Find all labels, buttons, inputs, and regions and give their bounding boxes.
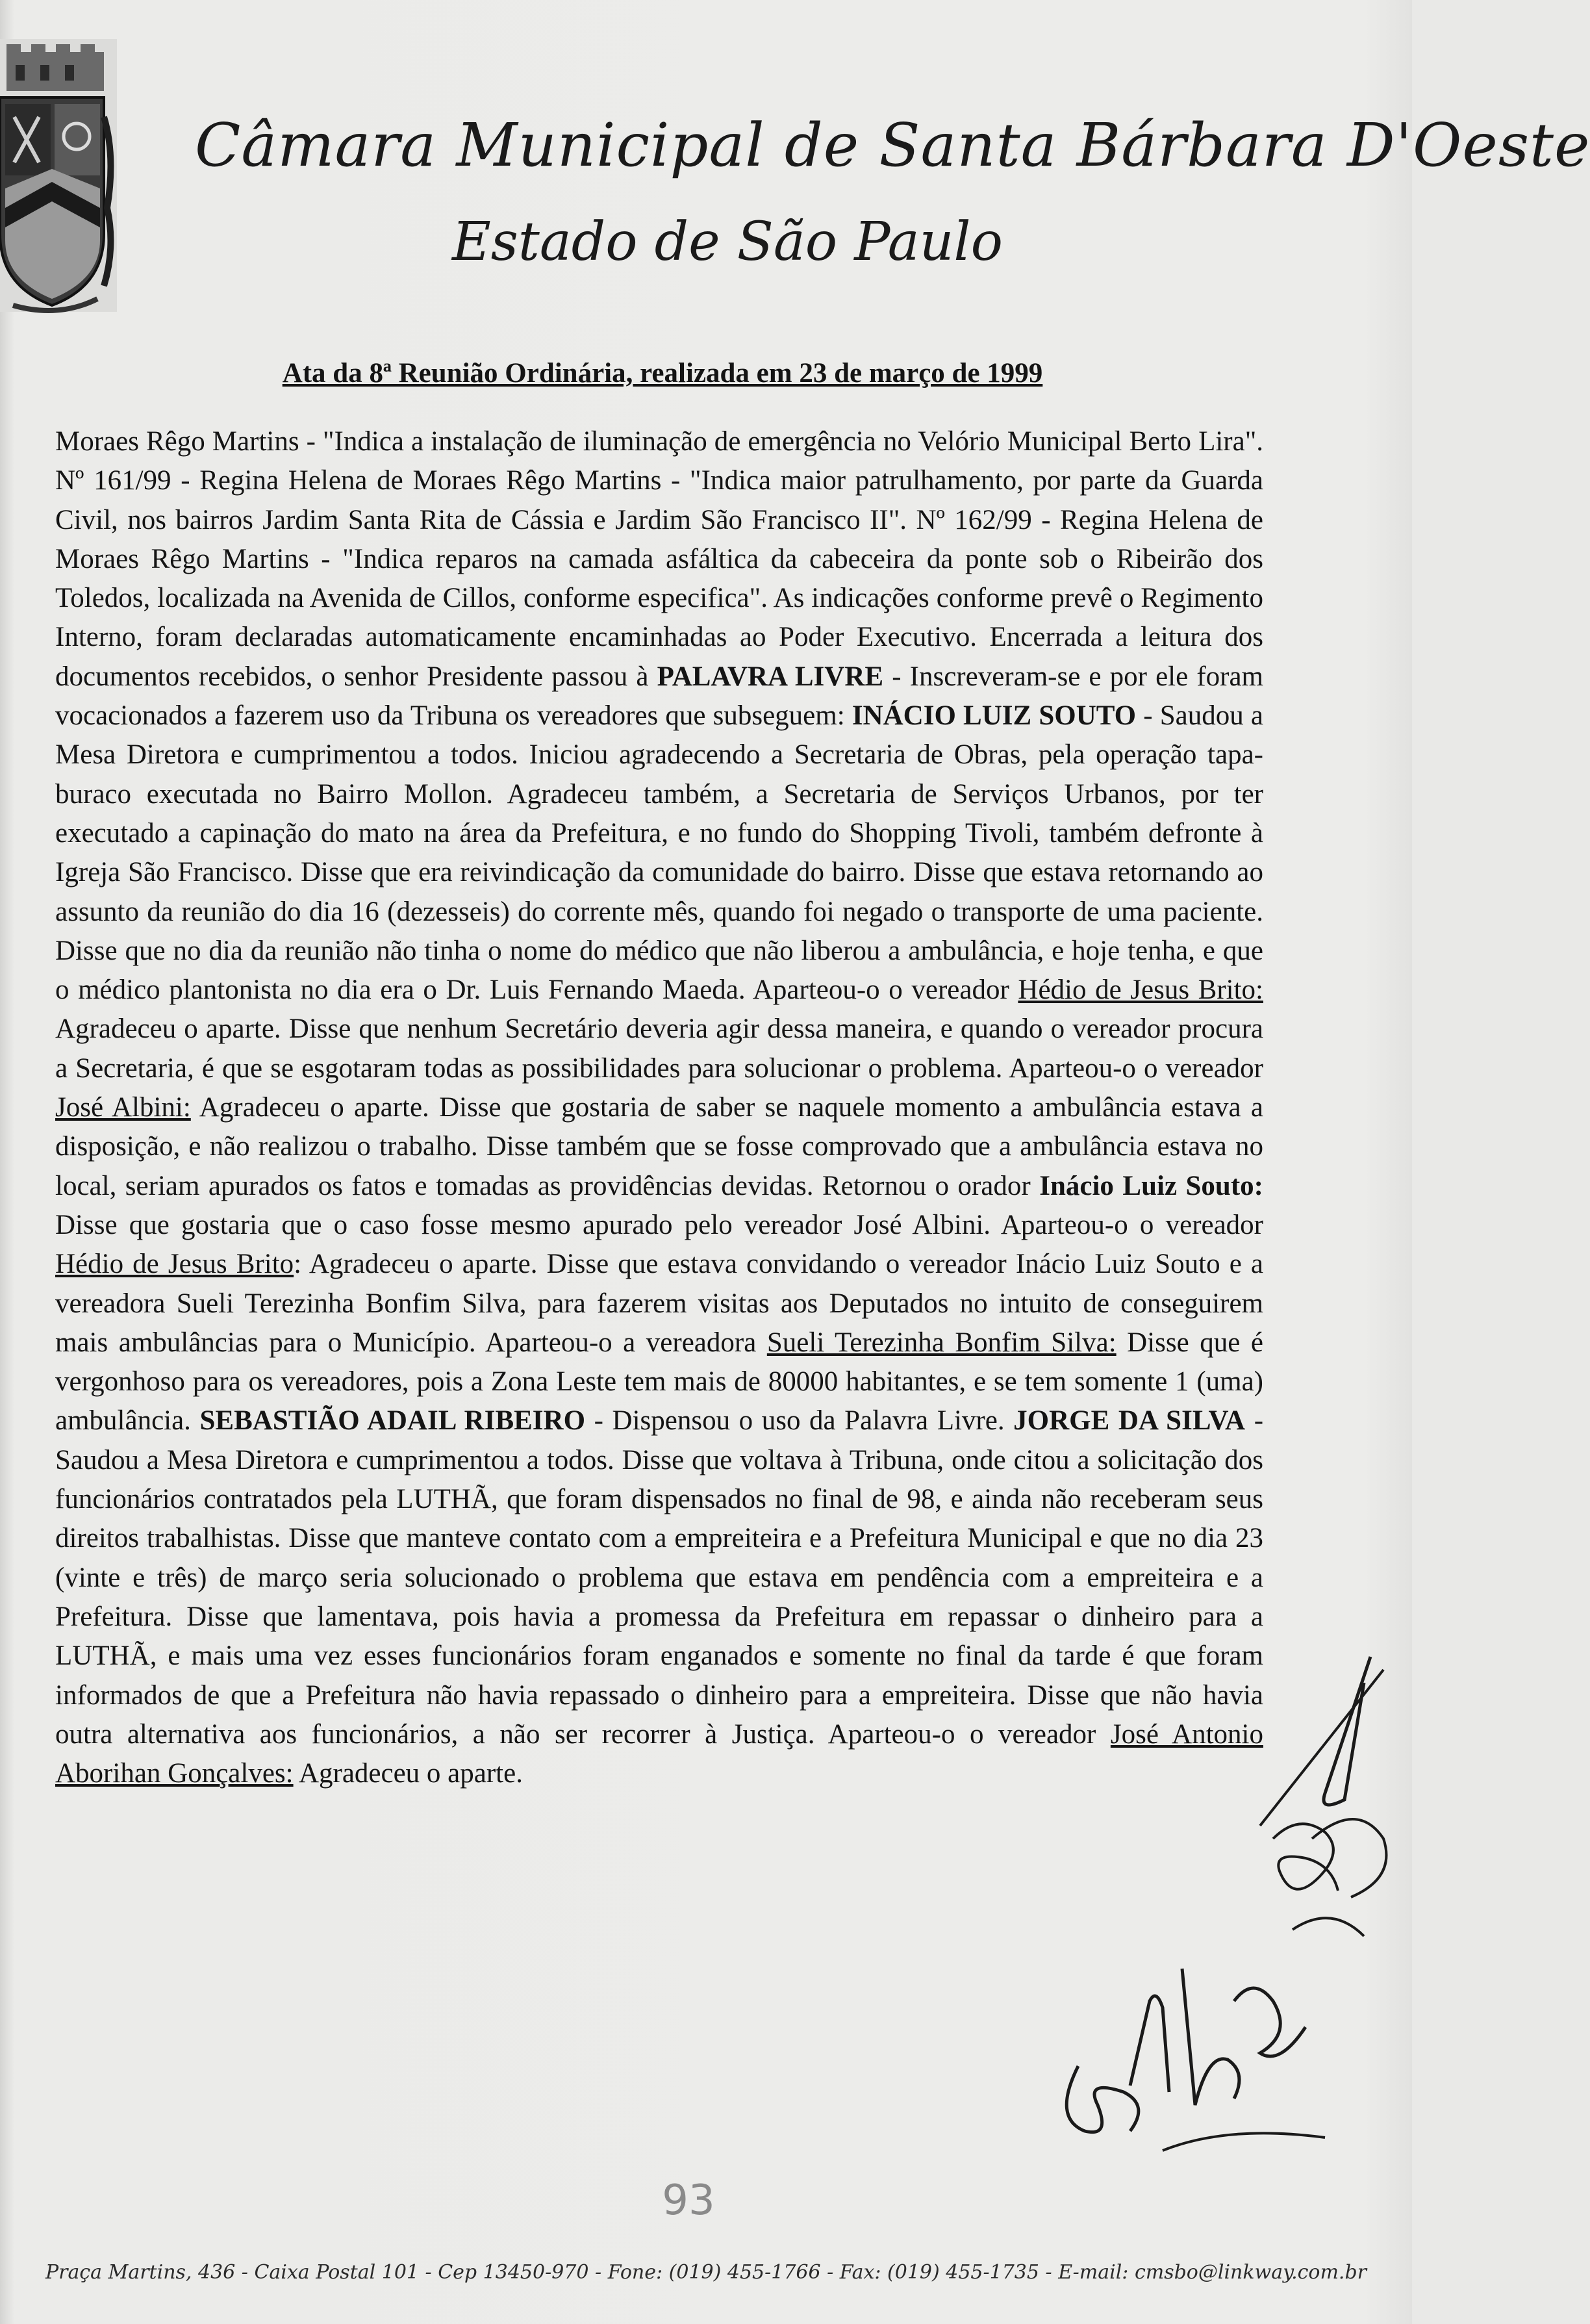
body-segment-bold: SEBASTIÃO ADAIL RIBEIRO	[199, 1405, 586, 1437]
municipal-coat-of-arms-icon	[0, 39, 117, 312]
body-segment: Disse que gostaria que o caso fosse mesmo apurado pelo vereador José Albini. Aparteou-o o vereador	[55, 1209, 1263, 1240]
body-segment: - Dispensou o uso da Palavra Livre.	[585, 1405, 1014, 1437]
body-segment: - Inscreveram-se e por ele foram vocacionados a fazerem uso da Tribuna os vereadores que subseguem:	[55, 661, 1264, 732]
minutes-title: Ata da 8ª Reunião Ordinária, realizada em 23 de março de 1999	[282, 358, 1043, 389]
minutes-body-text	[55, 422, 1263, 1793]
body-segment-underlined: Sueli Terezinha Bonfim Silva:	[766, 1327, 1117, 1358]
body-segment-bold: INÁCIO LUIZ SOUTO	[852, 700, 1137, 732]
handwritten-signature-icon	[1234, 1644, 1403, 1969]
body-segment: - Saudou a Mesa Diretora e cumprimentou a todos. Iniciou agradecendo a Secretaria de Obras, pela operação tapa-buraco executada no Bairro Mollon. Agradeceu também, a Secretaria de Serviços Urbanos, por ter executado a capinação do mato na área da Prefeitura, e no fundo do Shopping Tivoli, também defronte à Igreja São Francisco. Disse que era reivindicação da comunidade do bairro. Disse que estava retornando ao assunto da reunião do dia 16 (dezesseis) do corrente mês, quando foi negado o transporte de uma paciente. Disse que no dia da reunião não tinha o nome do médico que não liberou a ambulância, e hoje tenha, e que o médico plantonista no dia era o Dr. Luis Fernando Maeda. Aparteou-o o vereador	[55, 700, 1263, 1006]
handwritten-initials-signature-icon	[1000, 1962, 1364, 2157]
body-segment: : Agradeceu o aparte. Disse que estava convidando o vereador Inácio Luiz Souto e a vereadora Sueli Terezinha Bonfim Silva, para fazerem visitas aos Deputados no intuito de conseguirem mais ambulâncias para o Município. Aparteou-o a vereadora	[55, 1249, 1263, 1358]
body-segment-underlined: José Antonio Aborihan Gonçalves:	[55, 1718, 1263, 1789]
body-segment: Disse que é vergonhoso para os vereadores, pois a Zona Leste tem mais de 80000 habitantes, e se tem somente 1 (uma) ambulância.	[55, 1327, 1263, 1437]
chamber-name-heading: Câmara Municipal de Santa Bárbara D'Oeste	[195, 110, 1590, 180]
body-segment-bold: PALAVRA LIVRE	[657, 661, 884, 692]
footer-address: Praça Martins, 436 - Caixa Postal 101 - Cep 13450-970 - Fone: (019) 455-1766 - Fax: (019) 455-1735 - E-mail: cmsbo@linkway.com.br	[45, 2261, 1367, 2284]
body-segment: - Saudou a Mesa Diretora e cumprimentou a todos. Disse que voltava à Tribuna, onde citou a solicitação dos funcionários contratados pela LUTHÃ, que foram dispensados no final de 98, e ainda não receberam seus direitos trabalhistas. Disse que manteve contato com a empreiteira e a Prefeitura Municipal e que no dia 23 (vinte e três) de março seria solucionado o problema que estava em pendência com a empreiteira e a Prefeitura. Disse que lamentava, pois havia a promessa da Prefeitura em repassar o dinheiro para a LUTHÃ, e mais uma vez esses funcionários foram enganados e somente no final da tarde é que foram informados de que a Prefeitura não havia repassado o dinheiro para a empreiteira. Disse que não havia outra alternativa aos funcionários, a não ser recorrer à Justiça. Aparteou-o o vereador	[55, 1405, 1264, 1750]
page-number: 93	[662, 2177, 715, 2225]
body-segment-underlined: José Albini:	[55, 1092, 191, 1123]
body-segment-bold: Inácio Luiz Souto:	[1039, 1170, 1263, 1201]
body-segment: Moraes Rêgo Martins - "Indica a instalação de iluminação de emergência no Velório Municipal Berto Lira". Nº 161/99 - Regina Helena de Moraes Rêgo Martins - "Indica maior patrulhamento, por parte da Guarda Civil, nos bairros Jardim Santa Rita de Cássia e Jardim São Francisco II". Nº 162/99 - Regina Helena de Moraes Rêgo Martins - "Indica reparos na camada asfáltica da cabeceira da ponte sob o Ribeirão dos Toledos, localizada na Avenida de Cillos, conforme especifica". As indicações conforme prevê o Regimento Interno, foram declaradas automaticamente encaminhadas ao Poder Executivo. Encerrada a leitura dos documentos recebidos, o senhor Presidente passou à	[55, 426, 1263, 692]
body-segment-underlined: Hédio de Jesus Brito	[55, 1249, 294, 1280]
body-segment: Agradeceu o aparte.	[293, 1758, 523, 1789]
body-segment-bold: JORGE DA SILVA	[1013, 1405, 1246, 1437]
body-segment: Agradeceu o aparte. Disse que nenhum Secretário deveria agir dessa maneira, e quando o vereador procura a Secretaria, é que se esgotaram todas as possibilidades para solucionar o problema. Aparteou-o o vereador	[55, 1014, 1263, 1084]
body-segment: Agradeceu o aparte. Disse que gostaria de saber se naquele momento a ambulância estava a disposição, e não realizou o trabalho. Disse também que se fosse comprovado que a ambulância estava no local, seriam apurados os fatos e tomadas as providências devidas. Retornou o orador	[55, 1092, 1263, 1201]
state-subheading: Estado de São Paulo	[451, 211, 1003, 273]
body-segment-underlined: Hédio de Jesus Brito:	[1018, 975, 1263, 1006]
